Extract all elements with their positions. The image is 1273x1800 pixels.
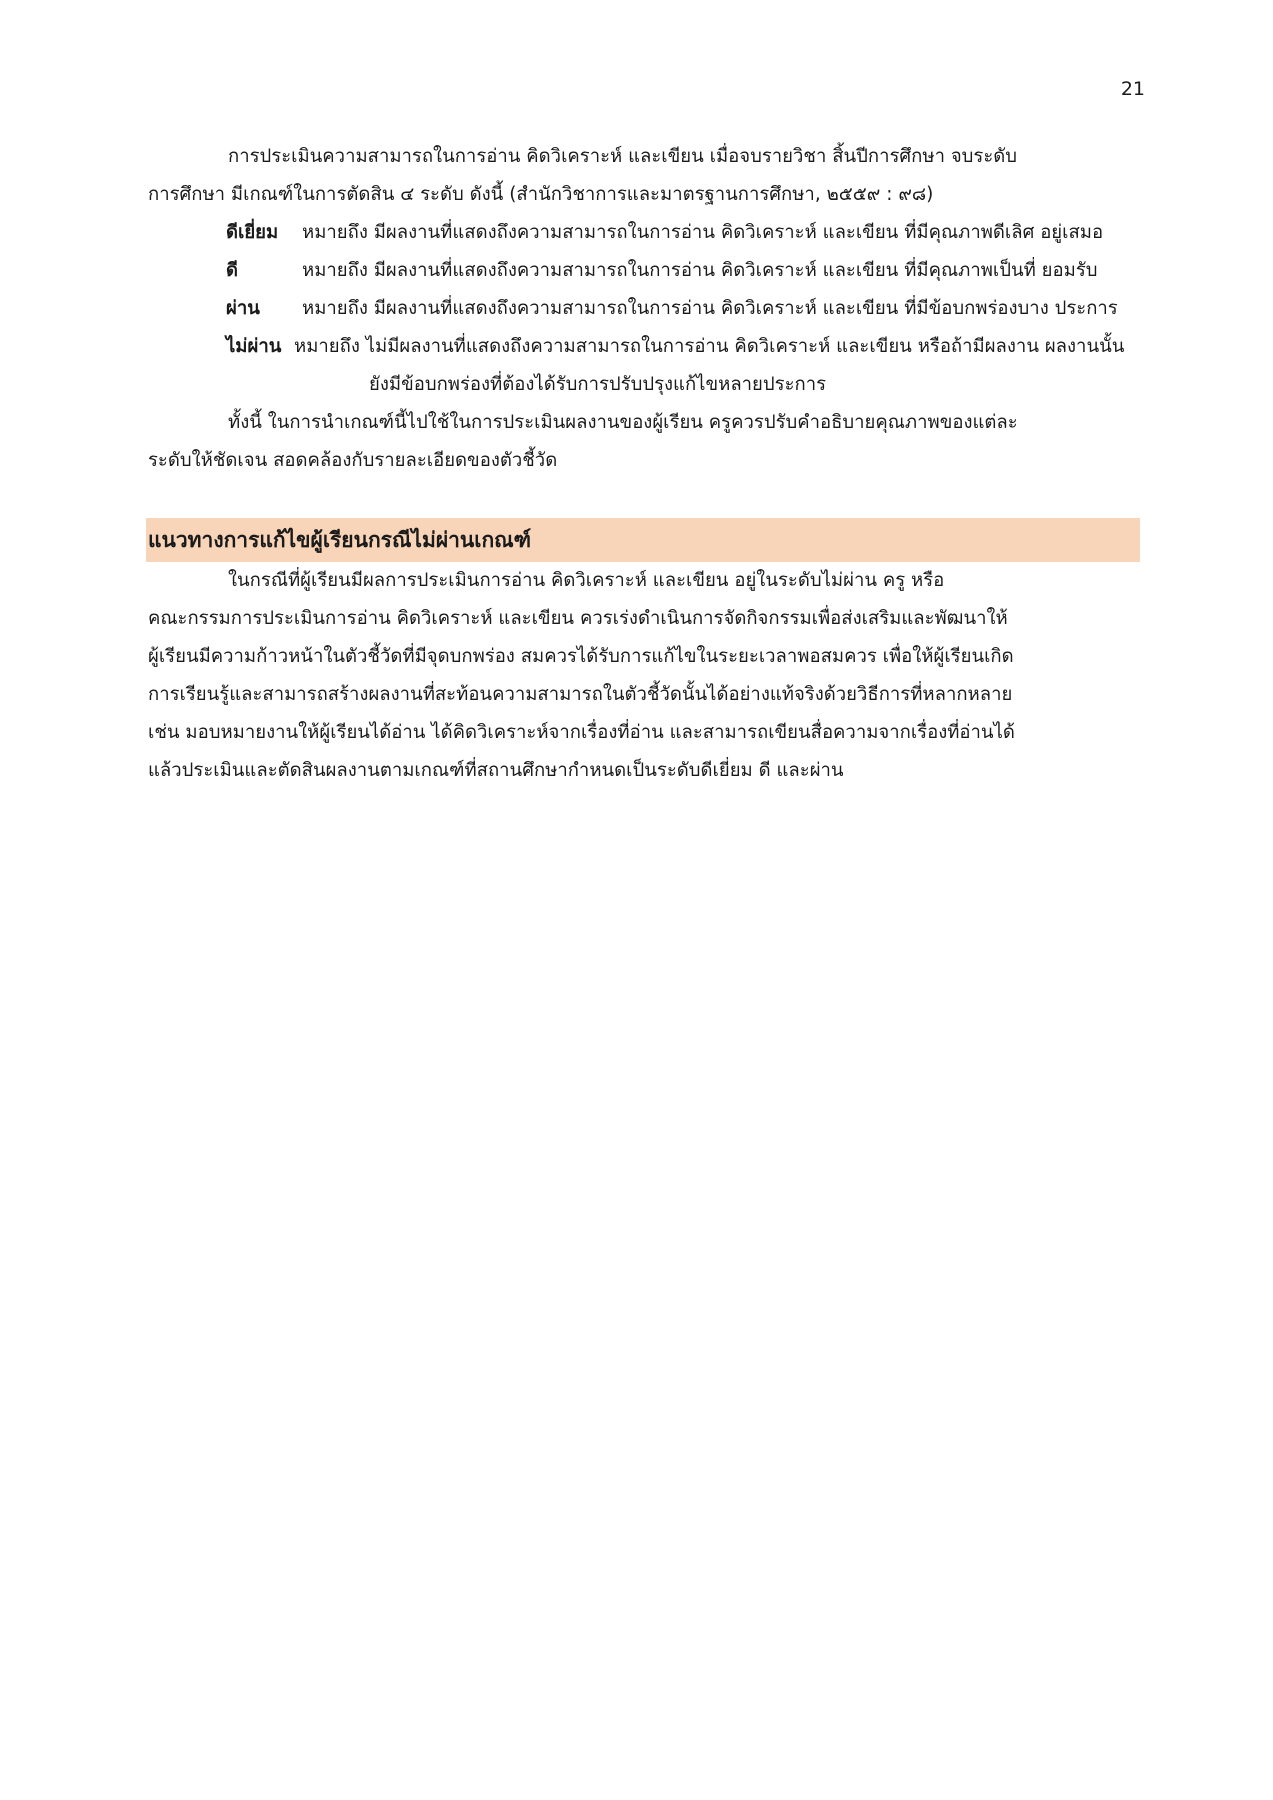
section-title: แนวทางการแก้ไขผู้เรียนกรณีไม่ผ่านเกณฑ์	[148, 528, 532, 552]
level-term: ไม่ผ่าน	[226, 336, 282, 357]
section-heading	[146, 518, 1140, 562]
level-excellent	[148, 214, 1144, 252]
note-line: ระดับให้ชัดเจน สอดคล้องกับรายละเอียดของตัวชี้วัด	[148, 450, 558, 471]
note-line: ทั้งนี้ ในการนำเกณฑ์นี้ไปใช้ในการประเมินผลงานของผู้เรียน ครูควรปรับคำอธิบายคุณภาพของแต่ละ	[228, 412, 1018, 433]
intro-paragraph	[148, 138, 1144, 214]
section-paragraph	[148, 562, 1144, 790]
level-description: หมายถึง มีผลงานที่แสดงถึงความสามารถในการอ่าน คิดวิเคราะห์ และเขียน ที่มีคุณภาพดีเลิศ อยู่เสมอ	[302, 222, 1104, 243]
page-number: 21	[1120, 78, 1145, 100]
level-term: ดี	[226, 260, 239, 281]
level-description: หมายถึง มีผลงานที่แสดงถึงความสามารถในการอ่าน คิดวิเคราะห์ และเขียน ที่มีคุณภาพเป็นที่ ยอมรับ	[302, 260, 1098, 281]
section-line: การเรียนรู้และสามารถสร้างผลงานที่สะท้อนความสามารถในตัวชี้วัดนั้นได้อย่างแท้จริงด้วยวิธีการที่หลากหลาย	[148, 684, 1013, 705]
note-paragraph	[148, 404, 1144, 480]
level-fail	[148, 328, 1144, 404]
section-line: คณะกรรมการประเมินการอ่าน คิดวิเคราะห์ และเขียน ควรเร่งดำเนินการจัดกิจกรรมเพื่อส่งเสริมและพัฒนาให้	[148, 608, 1008, 629]
section-line: ในกรณีที่ผู้เรียนมีผลการประเมินการอ่าน คิดวิเคราะห์ และเขียน อยู่ในระดับไม่ผ่าน ครู หรือ	[228, 570, 945, 591]
level-term: ดีเยี่ยม	[226, 222, 279, 243]
level-description: หมายถึง มีผลงานที่แสดงถึงความสามารถในการอ่าน คิดวิเคราะห์ และเขียน ที่มีข้อบกพร่องบาง ประการ	[302, 298, 1118, 319]
intro-line: การประเมินความสามารถในการอ่าน คิดวิเคราะห์ และเขียน เมื่อจบรายวิชา สิ้นปีการศึกษา จบระดับ	[228, 146, 1018, 167]
intro-line: การศึกษา มีเกณฑ์ในการตัดสิน ๔ ระดับ ดังนี้ (สำนักวิชาการและมาตรฐานการศึกษา, ๒๕๕๙ : ๙๘)	[148, 184, 934, 205]
section-line: เช่น มอบหมายงานให้ผู้เรียนได้อ่าน ได้คิดวิเคราะห์จากเรื่องที่อ่าน และสามารถเขียนสื่อความจากเรื่องที่อ่านได้	[148, 722, 1015, 743]
level-description: หมายถึง ไม่มีผลงานที่แสดงถึงความสามารถในการอ่าน คิดวิเคราะห์ และเขียน หรือถ้ามีผลงาน ผลงานนั้น ยังมีข้อบกพร่องที่ต้องได้รับการปรับปรุงแก้ไขหลายประการ	[294, 336, 1125, 395]
level-good	[148, 252, 1144, 290]
level-pass	[148, 290, 1144, 328]
level-term: ผ่าน	[226, 298, 260, 319]
criteria-levels	[148, 214, 1144, 404]
section-line: แล้วประเมินและตัดสินผลงานตามเกณฑ์ที่สถานศึกษากำหนดเป็นระดับดีเยี่ยม ดี และผ่าน	[148, 760, 844, 781]
section-line: ผู้เรียนมีความก้าวหน้าในตัวชี้วัดที่มีจุดบกพร่อง สมควรได้รับการแก้ไขในระยะเวลาพอสมควร เพื่อให้ผู้เรียนเกิด	[148, 646, 1014, 667]
document-body	[148, 138, 1144, 790]
